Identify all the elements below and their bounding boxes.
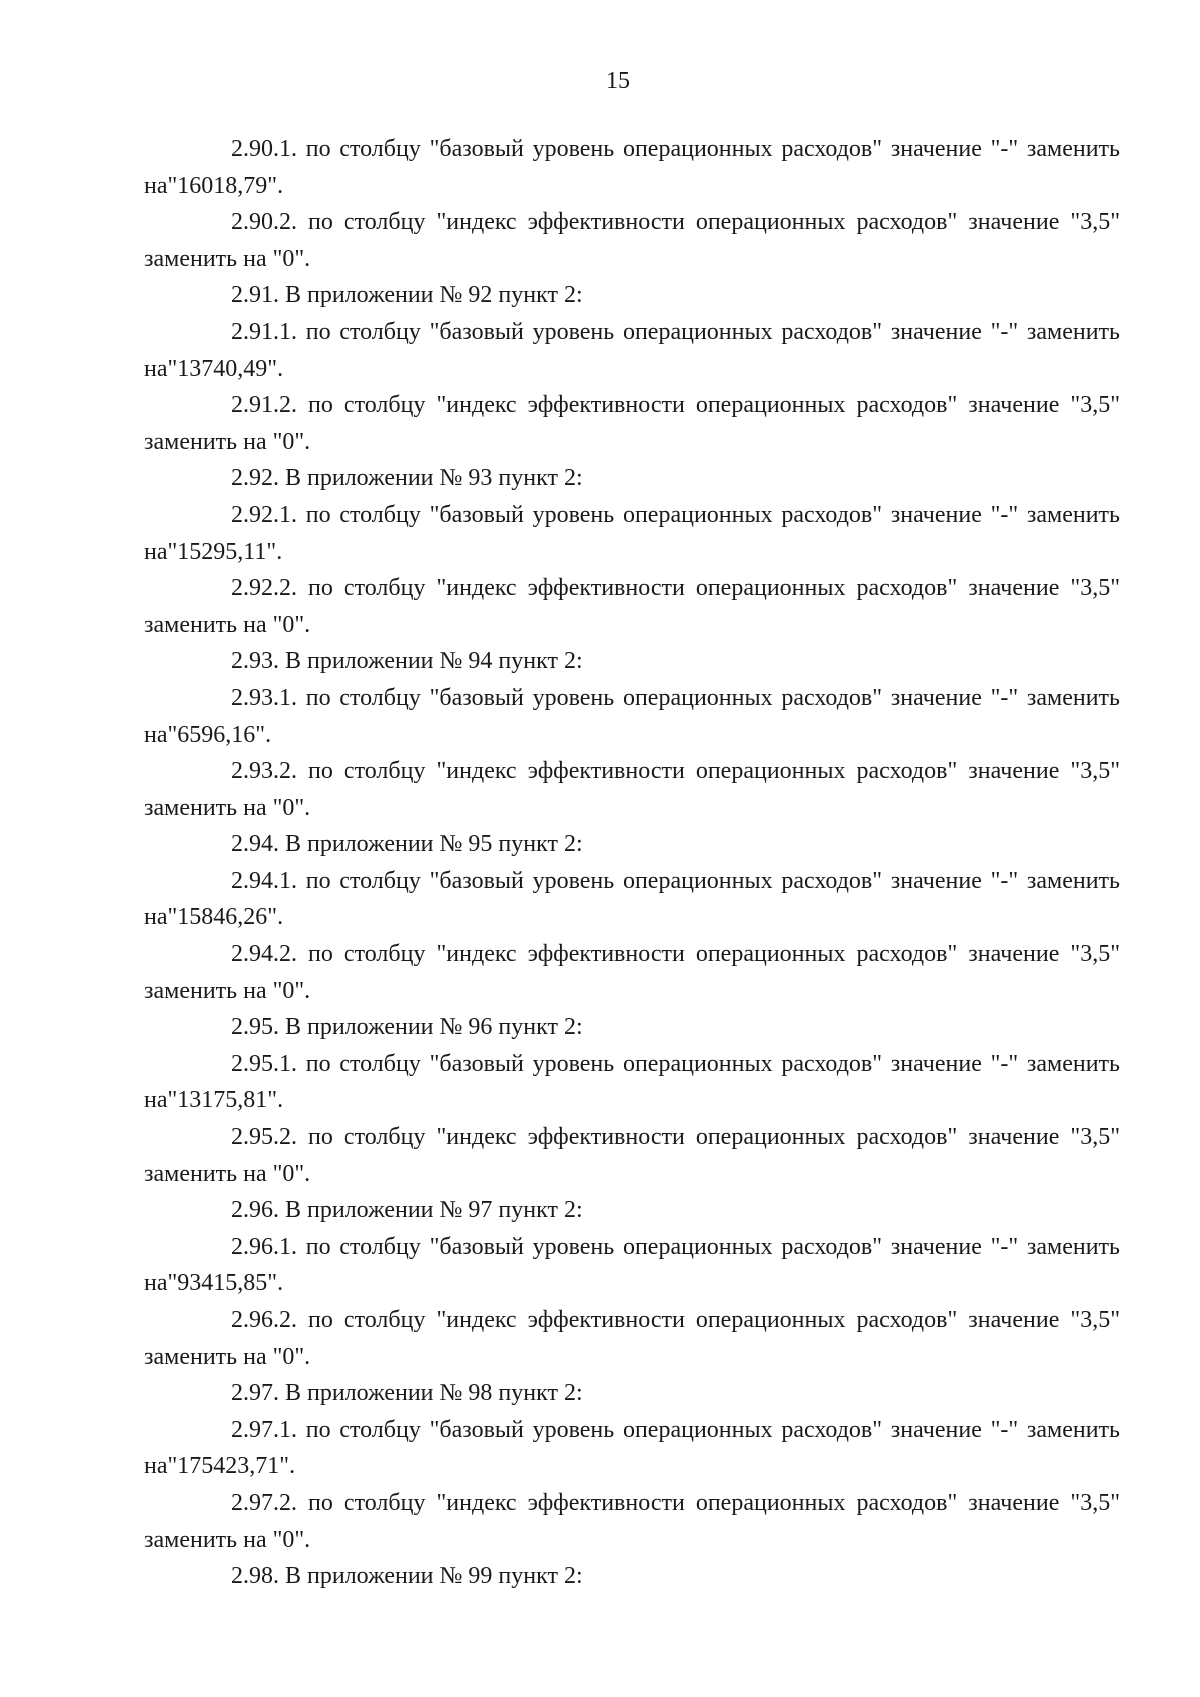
paragraph-2-90-2: 2.90.2. по столбцу "индекс эффективности операционных расходов" значение "3,5" заменить на "0".: [144, 209, 1120, 272]
paragraph-2-92-2: 2.92.2. по столбцу "индекс эффективности операционных расходов" значение "3,5" заменить на "0".: [144, 575, 1120, 638]
paragraph-2-97-2: 2.97.2. по столбцу "индекс эффективности операционных расходов" значение "3,5" заменить на "0".: [144, 1489, 1120, 1553]
paragraph-2-93: 2.93. В приложении № 94 пункт 2:: [231, 648, 583, 675]
paragraph-2-91-1: 2.91.1. по столбцу "базовый уровень операционных расходов" значение "-" заменить на"13740,49".: [144, 318, 1120, 382]
paragraph-2-98: 2.98. В приложении № 99 пункт 2:: [231, 1563, 583, 1590]
paragraph-2-97-1: 2.97.1. по столбцу "базовый уровень операционных расходов" значение "-" заменить на"175423,71".: [144, 1416, 1120, 1480]
paragraph-2-92: 2.92. В приложении № 93 пункт 2:: [231, 465, 583, 492]
paragraph-2-93-2: 2.93.2. по столбцу "индекс эффективности операционных расходов" значение "3,5" заменить на "0".: [144, 758, 1120, 821]
document-body: [144, 131, 1120, 1595]
paragraph-2-96: 2.96. В приложении № 97 пункт 2:: [231, 1197, 583, 1224]
paragraph-2-91-2: 2.91.2. по столбцу "индекс эффективности операционных расходов" значение "3,5" заменить на "0".: [144, 392, 1120, 455]
paragraph-2-94: 2.94. В приложении № 95 пункт 2:: [231, 831, 583, 858]
paragraph-2-95-1: 2.95.1. по столбцу "базовый уровень операционных расходов" значение "-" заменить на"13175,81".: [144, 1050, 1120, 1114]
paragraph-2-93-1: 2.93.1. по столбцу "базовый уровень операционных расходов" значение "-" заменить на"6596,16".: [144, 684, 1120, 748]
paragraph-2-94-2: 2.94.2. по столбцу "индекс эффективности операционных расходов" значение "3,5" заменить на "0".: [144, 941, 1120, 1004]
paragraph-2-92-1: 2.92.1. по столбцу "базовый уровень операционных расходов" значение "-" заменить на"15295,11".: [144, 501, 1120, 565]
paragraph-2-96-2: 2.96.2. по столбцу "индекс эффективности операционных расходов" значение "3,5" заменить на "0".: [144, 1307, 1120, 1370]
paragraph-2-96-1: 2.96.1. по столбцу "базовый уровень операционных расходов" значение "-" заменить на"93415,85".: [144, 1233, 1120, 1297]
paragraph-2-94-1: 2.94.1. по столбцу "базовый уровень операционных расходов" значение "-" заменить на"15846,26".: [144, 867, 1120, 931]
paragraph-2-97: 2.97. В приложении № 98 пункт 2:: [231, 1380, 583, 1407]
paragraph-2-95-2: 2.95.2. по столбцу "индекс эффективности операционных расходов" значение "3,5" заменить на "0".: [144, 1124, 1120, 1187]
paragraph-2-91: 2.91. В приложении № 92 пункт 2:: [231, 282, 583, 309]
page-number: 15: [606, 68, 630, 94]
paragraph-2-95: 2.95. В приложении № 96 пункт 2:: [231, 1014, 583, 1041]
paragraph-2-90-1: 2.90.1. по столбцу "базовый уровень операционных расходов" значение "-" заменить на"16018,79".: [144, 136, 1120, 199]
